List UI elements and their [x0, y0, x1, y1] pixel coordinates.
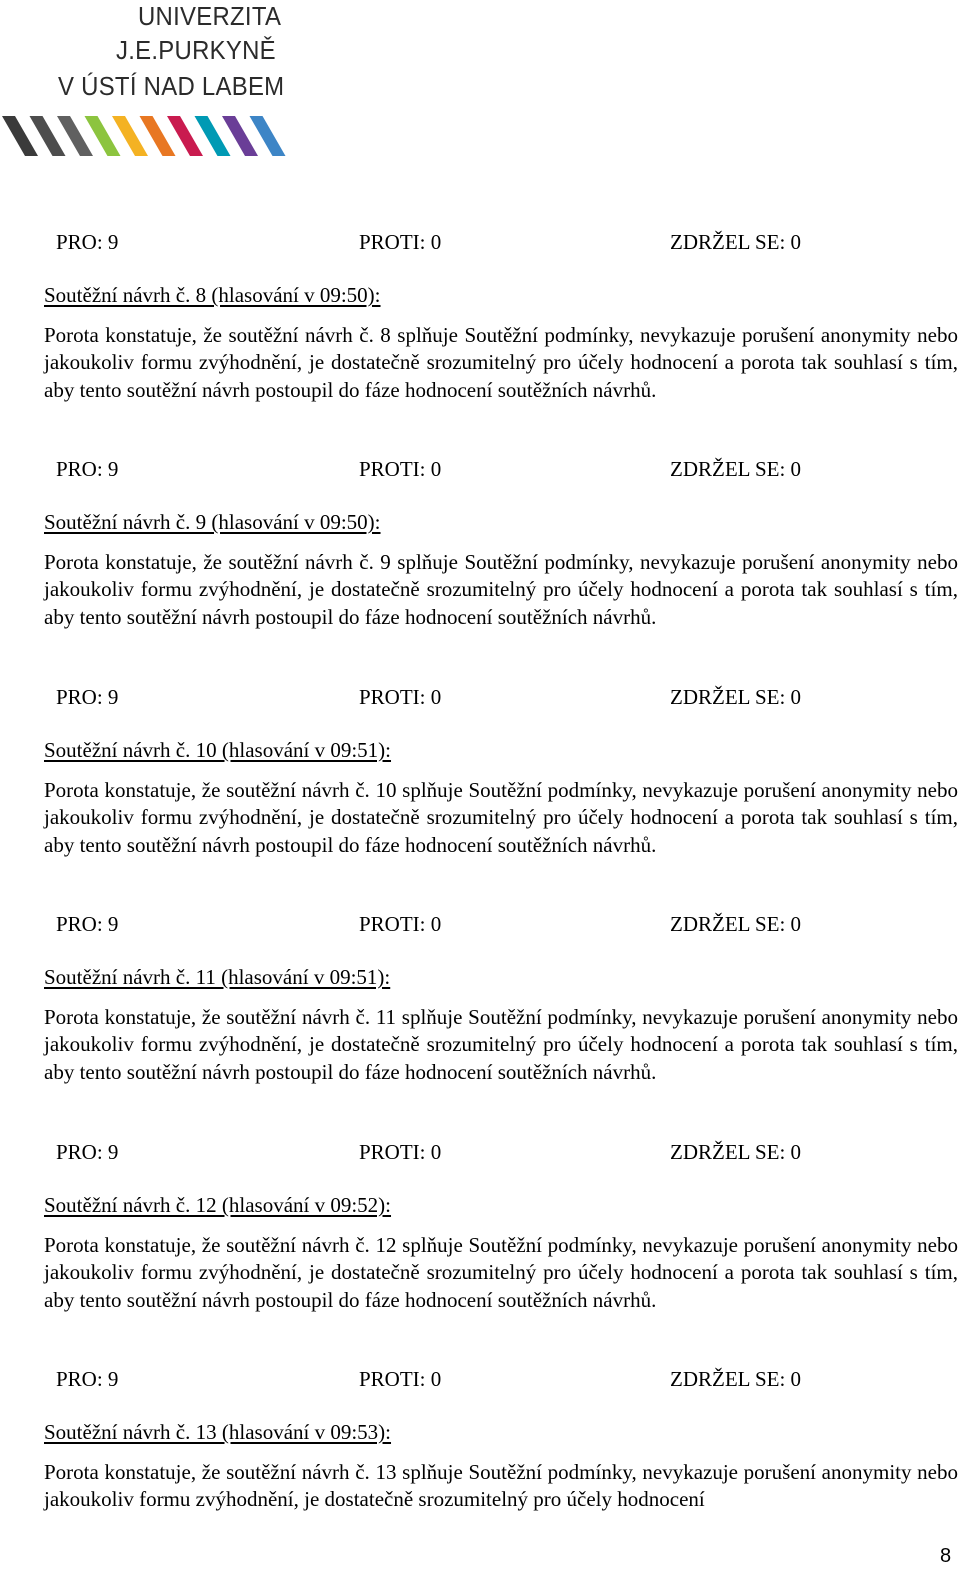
- vote-against: PROTI: 0: [359, 230, 442, 254]
- vote-abstain: ZDRŽEL SE: 0: [670, 1140, 802, 1164]
- logo-stripe: [2, 116, 38, 156]
- vote-result: [0, 1138, 960, 1166]
- vote-against: PROTI: 0: [359, 912, 442, 936]
- vote-abstain: ZDRŽEL SE: 0: [670, 912, 802, 936]
- logo-stripe: [30, 116, 66, 156]
- logo-stripe: [222, 116, 258, 156]
- vote-abstain: ZDRŽEL SE: 0: [670, 457, 802, 481]
- vote-result: [0, 455, 960, 483]
- vote-result: [0, 1365, 960, 1393]
- university-logo: [0, 0, 290, 165]
- logo-stripe: [85, 116, 121, 156]
- section-heading: Soutěžní návrh č. 8 (hlasování v 09:50):: [44, 283, 381, 307]
- logo-text-line-1: UNIVERZITA: [138, 1, 282, 31]
- vote-result: [0, 910, 960, 938]
- logo-stripe: [57, 116, 93, 156]
- logo-stripes: [0, 112, 290, 162]
- vote-against: PROTI: 0: [359, 1367, 442, 1391]
- vote-abstain: ZDRŽEL SE: 0: [670, 1367, 802, 1391]
- section-text: Porota konstatuje, že soutěžní návrh č. 10 splňuje Soutěžní podmínky, nevykazuje porušení anonymity nebo jakoukoliv formu zvýhodnění, je dostatečně srozumitelný pro účely hodnocení a porota tak souhlasí s tím, aby tento soutěžní návrh postoupil do fáze hodnocení soutěžních návrhů.: [44, 778, 958, 857]
- vote-against: PROTI: 0: [359, 457, 442, 481]
- section-heading: Soutěžní návrh č. 11 (hlasování v 09:51):: [44, 965, 391, 989]
- section-text: Porota konstatuje, že soutěžní návrh č. 11 splňuje Soutěžní podmínky, nevykazuje porušení anonymity nebo jakoukoliv formu zvýhodnění, je dostatečně srozumitelný pro účely hodnocení a porota tak souhlasí s tím, aby tento soutěžní návrh postoupil do fáze hodnocení soutěžních návrhů.: [44, 1005, 958, 1084]
- section-heading: Soutěžní návrh č. 10 (hlasování v 09:51):: [44, 738, 392, 762]
- vote-for: PRO: 9: [56, 457, 119, 481]
- section-text: Porota konstatuje, že soutěžní návrh č. 12 splňuje Soutěžní podmínky, nevykazuje porušení anonymity nebo jakoukoliv formu zvýhodnění, je dostatečně srozumitelný pro účely hodnocení a porota tak souhlasí s tím, aby tento soutěžní návrh postoupil do fáze hodnocení soutěžních návrhů.: [44, 1233, 958, 1312]
- section-heading: Soutěžní návrh č. 12 (hlasování v 09:52):: [44, 1193, 392, 1217]
- vote-against: PROTI: 0: [359, 1140, 442, 1164]
- section-heading: Soutěžní návrh č. 13 (hlasování v 09:53):: [44, 1420, 392, 1444]
- section-text: Porota konstatuje, že soutěžní návrh č. 8 splňuje Soutěžní podmínky, nevykazuje porušení anonymity nebo jakoukoliv formu zvýhodnění, je dostatečně srozumitelný pro účely hodnocení a porota tak souhlasí s tím, aby tento soutěžní návrh postoupil do fáze hodnocení soutěžních návrhů.: [44, 323, 958, 402]
- logo-text-line-2: J.E.PURKYNĚ: [116, 35, 276, 65]
- vote-for: PRO: 9: [56, 1367, 119, 1391]
- vote-result: [0, 228, 960, 256]
- logo-stripe: [140, 116, 176, 156]
- vote-result: [0, 683, 960, 711]
- vote-for: PRO: 9: [56, 912, 119, 936]
- section-text: Porota konstatuje, že soutěžní návrh č. 9 splňuje Soutěžní podmínky, nevykazuje porušení anonymity nebo jakoukoliv formu zvýhodnění, je dostatečně srozumitelný pro účely hodnocení a porota tak souhlasí s tím, aby tento soutěžní návrh postoupil do fáze hodnocení soutěžních návrhů.: [44, 550, 958, 629]
- vote-abstain: ZDRŽEL SE: 0: [670, 230, 802, 254]
- logo-stripe: [195, 116, 231, 156]
- logo-stripe: [112, 116, 148, 156]
- vote-against: PROTI: 0: [359, 685, 442, 709]
- logo-stripe: [250, 116, 286, 156]
- page-number: 8: [940, 1545, 952, 1567]
- vote-for: PRO: 9: [56, 685, 119, 709]
- vote-abstain: ZDRŽEL SE: 0: [670, 685, 802, 709]
- logo-stripe: [167, 116, 203, 156]
- logo-text-line-3: V ÚSTÍ NAD LABEM: [58, 71, 285, 101]
- section-text: Porota konstatuje, že soutěžní návrh č. 13 splňuje Soutěžní podmínky, nevykazuje porušení anonymity nebo jakoukoliv formu zvýhodnění, je dostatečně srozumitelný pro účely hodnocení: [44, 1460, 958, 1512]
- vote-for: PRO: 9: [56, 230, 119, 254]
- section-heading: Soutěžní návrh č. 9 (hlasování v 09:50):: [44, 510, 381, 534]
- vote-for: PRO: 9: [56, 1140, 119, 1164]
